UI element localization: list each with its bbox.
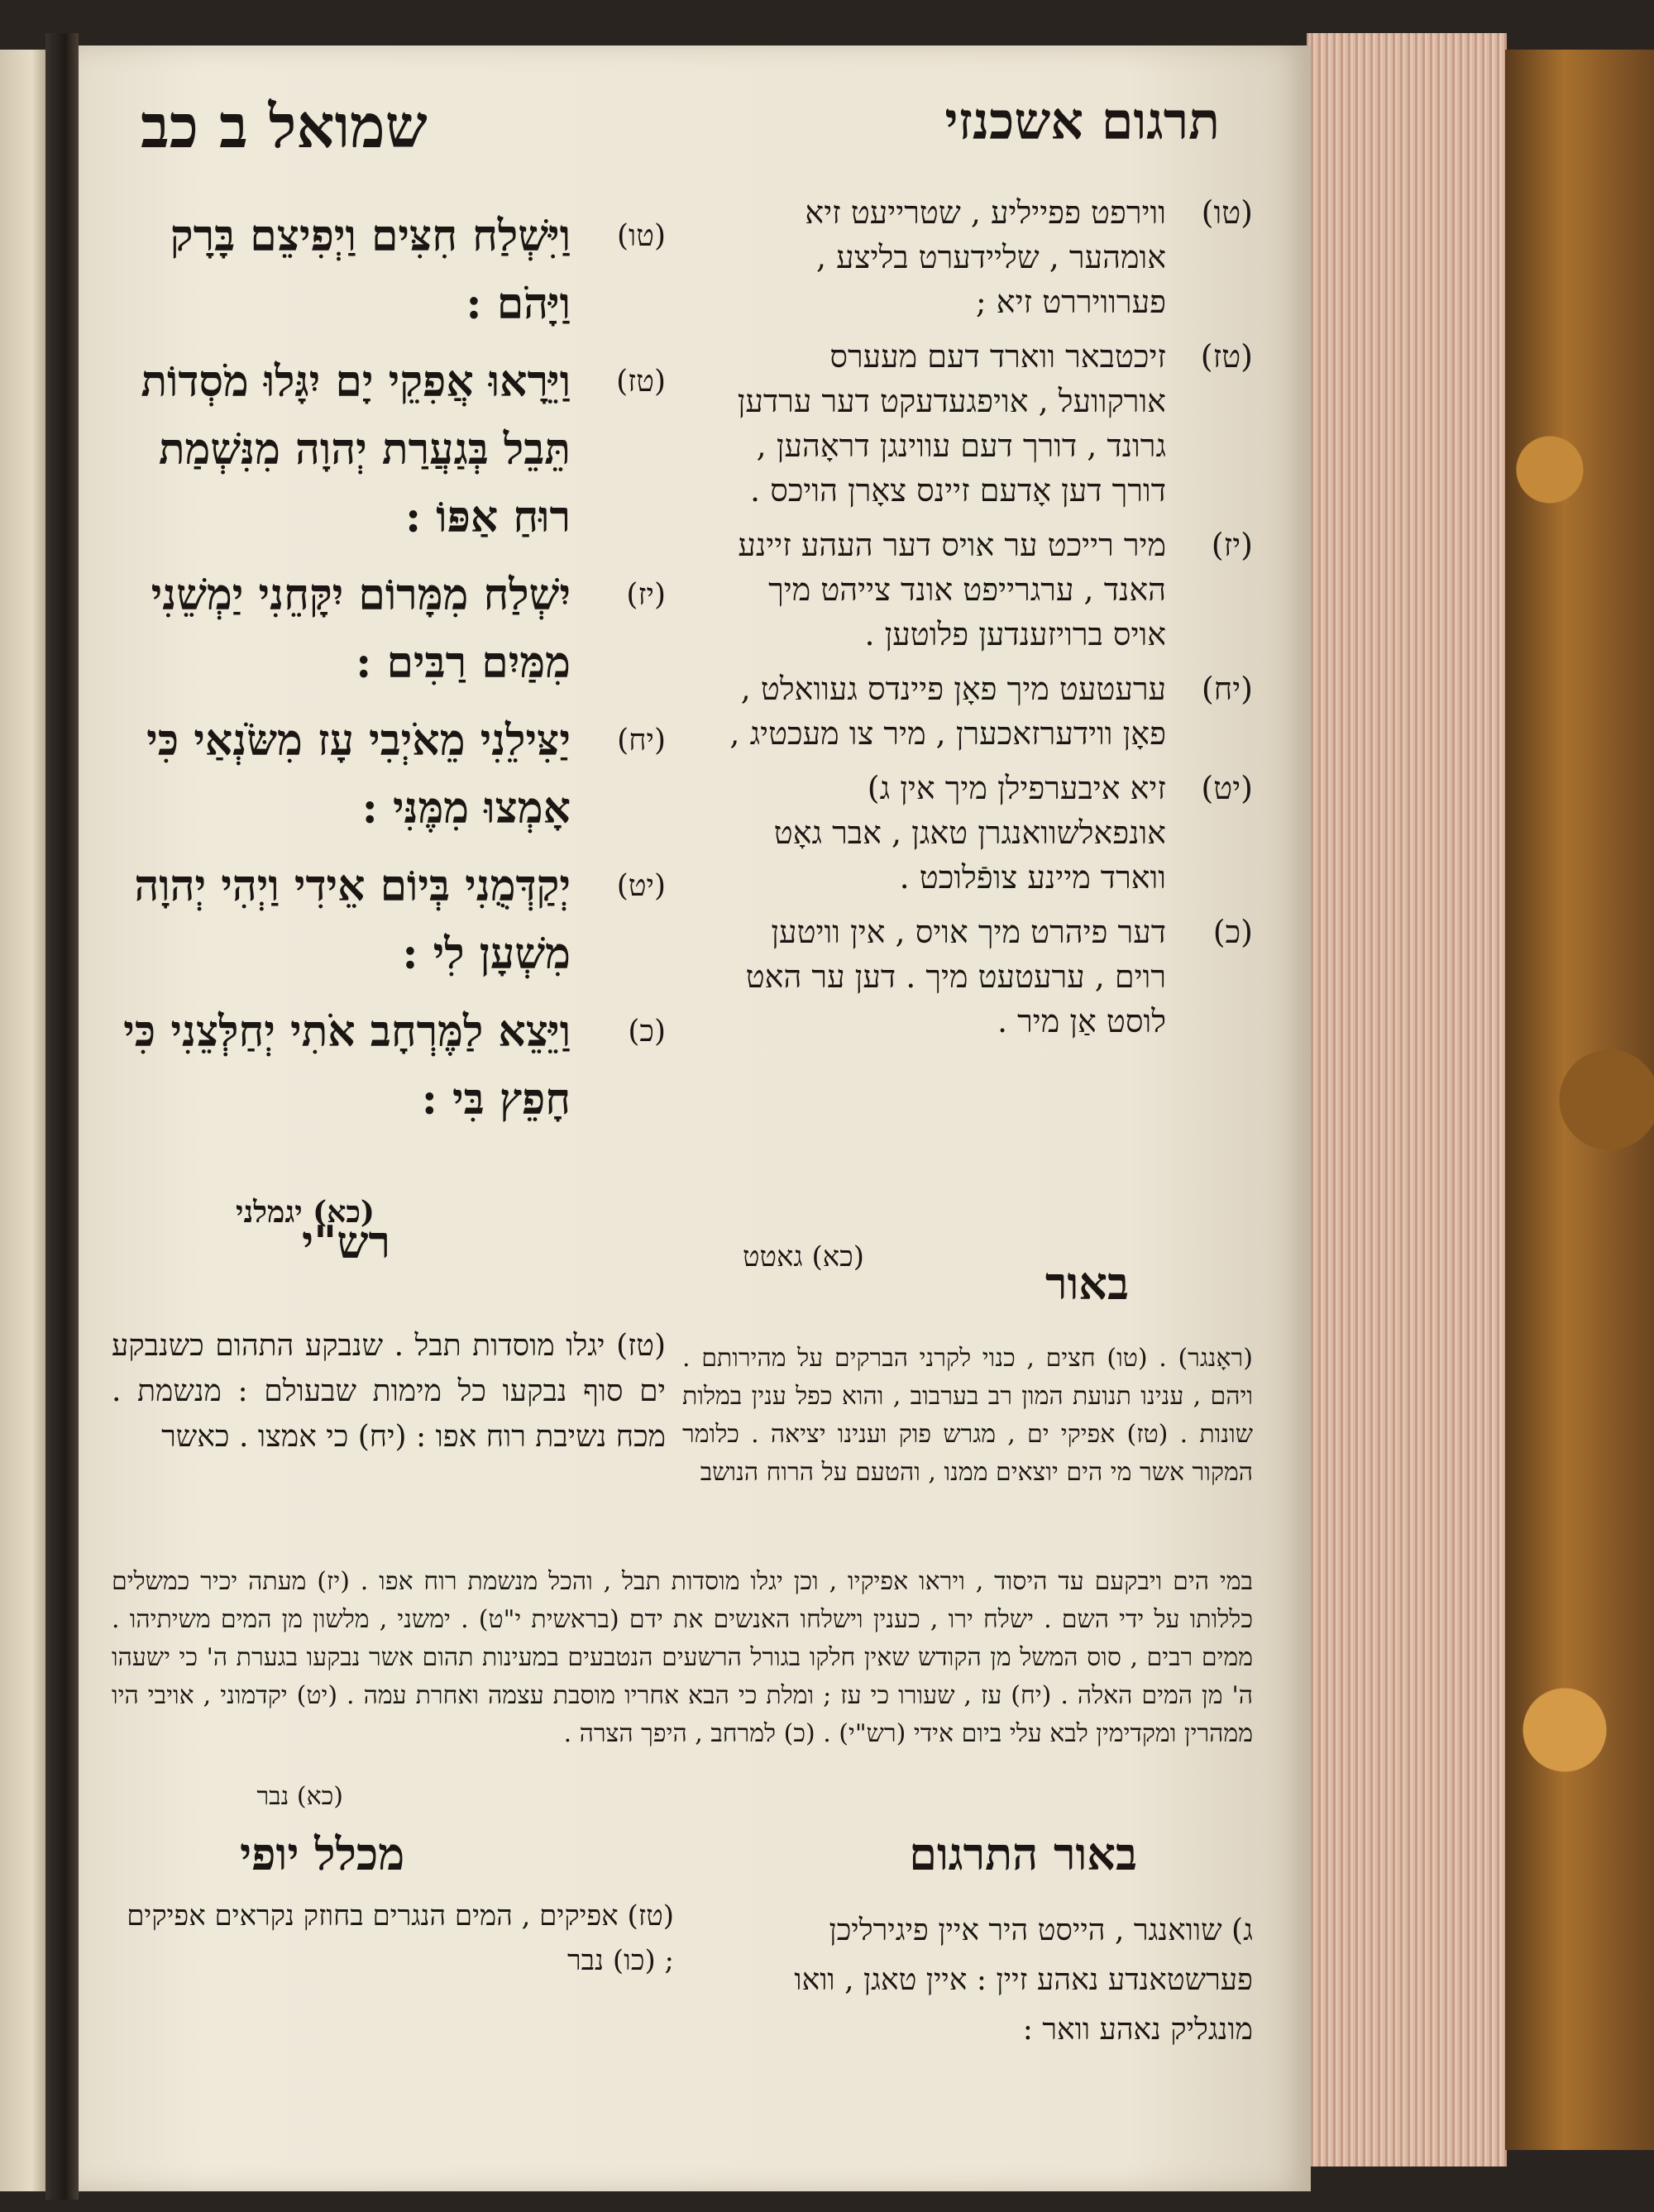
hebrew-verse <box>112 348 666 552</box>
verse-number: (כ) <box>628 1015 666 1049</box>
translation-verse <box>724 910 1253 1044</box>
verse-text: יִשְׁלַח מִמָּרוֹם יִקָּחֵנִי יַמְשֵׁנִי מִמַּיִם רַבִּים : <box>151 570 571 688</box>
translation-verse <box>724 334 1253 513</box>
verse-number: (טו) <box>616 219 666 253</box>
translation-verse <box>724 766 1253 900</box>
catchword: (כא) יגמלני <box>236 1195 375 1230</box>
translation-verse <box>724 523 1253 657</box>
verse-number: (יט) <box>616 869 666 903</box>
beur-targum-text: ג) שוואנגר , הייסט היר איין פיגירליכן פערשטאנדע נאהע זיין : איין טאגן , וואו מונגליק נאהע וואר : <box>794 1913 1253 2047</box>
running-header-targum: תרגום אשכנזי <box>944 91 1220 151</box>
translation-verse <box>724 190 1253 324</box>
verse-number: (טז) <box>616 365 666 399</box>
verse-number: (כ) <box>1212 914 1253 950</box>
book-page <box>79 45 1311 2191</box>
running-header-book: שמואל ב כב <box>141 91 428 161</box>
hebrew-column <box>112 203 666 1144</box>
adjacent-page <box>0 50 45 2191</box>
section-title-beur-targum: באור התרגום <box>909 1827 1137 1880</box>
rashi-commentary: (טז) יגלו מוסדות תבל . שנבקע התהום כשנבקע ים סוף נבקעו כל מימות שבעולם : מנשמת . מכח נשיבת רוח אפו : (יח) כי אמצו . כאשר <box>112 1329 666 1454</box>
verse-text: ווירפט פפייליע , שטרייעט זיא אומהער , שליידערט בליצע , פערוויררט זיא ; <box>805 194 1166 320</box>
translation-column <box>724 190 1253 1053</box>
beur-commentary-continued: במי הים ויבקעם עד היסוד , ויראו אפיקיו , וכן יגלו מוסדות תבל , והכל מנשמת רוח אפו . (יז) מעתה יכיר כמשלים כללותו על ידי השם . ישלח ירו , כענין וישלחו האנשים את ידם (בראשית י"ט) . ימשני , מלשון מן המים משיתיהו . ממים רבים , סוס המשל מן הקודש שאין חלקו בגורל הרשעים הנטבעים במעינות תהום אשר נבקעו בגערת ה' כי ישעהו ה' מן המים האלה . (יח) עז , שעורו כי עז ; ומלת כי הבא אחריו מוסבת עצמה ואחרת עמה . (יט) יקדמוני , אויבי היו ממהרין ומקדימין לבא עלי ביום אידי (רש"י) . (כ) למרחב , היפך הצרה . <box>112 1567 1253 1748</box>
verse-text: ערעטעט מיך פאָן פיינדס געוואלט , פאָן ווידערזאכערן , מיר צו מעכטיג , <box>729 671 1166 752</box>
verse-number: (טז) <box>1200 338 1253 375</box>
verse-text: יְקַדְּמֻנִי בְּיוֹם אֵידִי וַיְהִי יְהוָה מִשְׁעָן לִי : <box>134 861 571 979</box>
verse-text: דער פיהרט מיך אויס , אין וויטען רוים , ערעטעט מיך . דען ער האט לוסט אַן מיר . <box>745 914 1166 1039</box>
translation-verse <box>724 666 1253 756</box>
verse-text: יַצִּילֵנִי מֵאֹיְבִי עָז מִשֹּׂנְאַי כִּי אָמְצוּ מִמֶּנִּי : <box>146 715 571 834</box>
hebrew-verse <box>112 203 666 338</box>
catchword: (כא) נבר <box>256 1782 343 1811</box>
section-title-michlal-yofi: מכלל יופי <box>240 1827 405 1880</box>
verse-number: (יז) <box>1211 527 1253 563</box>
verse-text: מיר רייכט ער אויס דער העהע זיינע האנד , ערגרייפט אונד צייהט מיך אויס ברויזענדען פלוטען . <box>738 527 1166 652</box>
beur-commentary: (ראָנגר) . (טו) חצים , כנוי לקרני הברקים על מהירותם . ויהם , ענינו תנועת המון רב בערבוב , והוא כפל ענין במלות שונות . (טז) אפיקי ים , מגרש פוק וענינו יציאה . כלומר המקור אשר מי הים יוצאים ממנו , והטעם על הרוח הנושב <box>682 1344 1253 1487</box>
catchword: (כא) גאטט <box>742 1240 864 1273</box>
hebrew-verse <box>112 853 666 988</box>
verse-text: זיא איבערפילן מיך אין ג) אונפאלשוואנגרן טאגן , אבר גאָט ווארד מיינע צופֿלוכט . <box>773 770 1166 896</box>
verse-text: וַיִּשְׁלַח חִצִּים וַיְפִיצֵם בָּרָק וַיָּהֹם : <box>170 211 571 329</box>
verse-text: זיכטבאר ווארד דעם מעערס אורקוועל , אויפגעדעקט דער ערדען גרונד , דורך דעם עווינגן דראָהען , דורך דען אָדעם זיינס צאָרן הויכס . <box>737 338 1166 509</box>
verse-number: (יח) <box>1201 671 1253 707</box>
verse-number: (יז) <box>626 578 666 612</box>
hebrew-verse <box>112 707 666 843</box>
book-gutter <box>45 33 79 2200</box>
section-title-rashi: רש"י <box>302 1216 391 1268</box>
section-title-beur: באור <box>1045 1257 1129 1310</box>
hebrew-verse <box>112 998 666 1134</box>
verse-number: (יט) <box>1201 770 1253 806</box>
page-edges <box>1307 33 1507 2167</box>
michlal-yofi-text: (טז) אפיקים , המים הנגרים בחוזק נקראים אפיקים ; (כו) נבר <box>127 1899 674 1977</box>
verse-text: וַיֵּרָאוּ אֲפִקֵי יָם יִגָּלוּ מֹסְדוֹת תֵּבֵל בְּגַעֲרַת יְהוָה מִנִּשְׁמַת רוּחַ אַפּוֹ : <box>141 356 571 542</box>
marbled-cover <box>1505 50 1654 2150</box>
verse-number: (טו) <box>1201 194 1253 231</box>
verse-number: (יח) <box>617 724 666 757</box>
verse-text: וַיֵּצֵא לַמֶּרְחָב אֹתִי יְחַלְּצֵנִי כִּי חָפֵץ בִּי : <box>123 1006 571 1125</box>
hebrew-verse <box>112 561 666 697</box>
